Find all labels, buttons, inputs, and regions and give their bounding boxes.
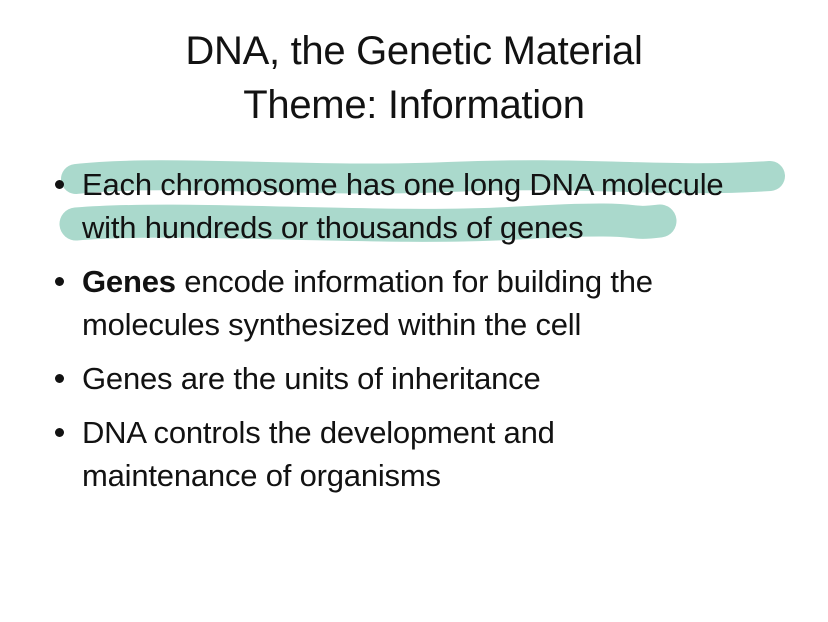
bullet-text-line: DNA controls the development and (82, 415, 555, 450)
bullet-bold-term: Genes (82, 264, 176, 299)
bullet-text-line (82, 260, 808, 303)
bullet-text-rest: encode information for building the (175, 264, 653, 299)
bullet-item-genes-encode (48, 260, 808, 346)
slide-title (0, 24, 828, 132)
bullet-dot (55, 277, 64, 286)
bullet-text-line: maintenance of organisms (82, 458, 441, 493)
bullet-item-chromosome (48, 163, 808, 249)
bullet-text-line: with hundreds or thousands of genes (82, 210, 584, 245)
bullet-text-line: molecules synthesized within the cell (82, 307, 582, 342)
bullet-text-line: Genes are the units of inheritance (82, 361, 541, 396)
bullet-list (48, 163, 808, 508)
bullet-item-dna-controls (48, 411, 808, 497)
slide-title-line-1: DNA, the Genetic Material (185, 29, 643, 73)
bullet-dot (55, 428, 64, 437)
slide-title-line-2: Theme: Information (243, 83, 585, 127)
bullet-dot (55, 180, 64, 189)
bullet-item-units-of-inheritance (48, 357, 808, 400)
bullet-text-line: Each chromosome has one long DNA molecule (82, 167, 724, 202)
bullet-dot (55, 374, 64, 383)
